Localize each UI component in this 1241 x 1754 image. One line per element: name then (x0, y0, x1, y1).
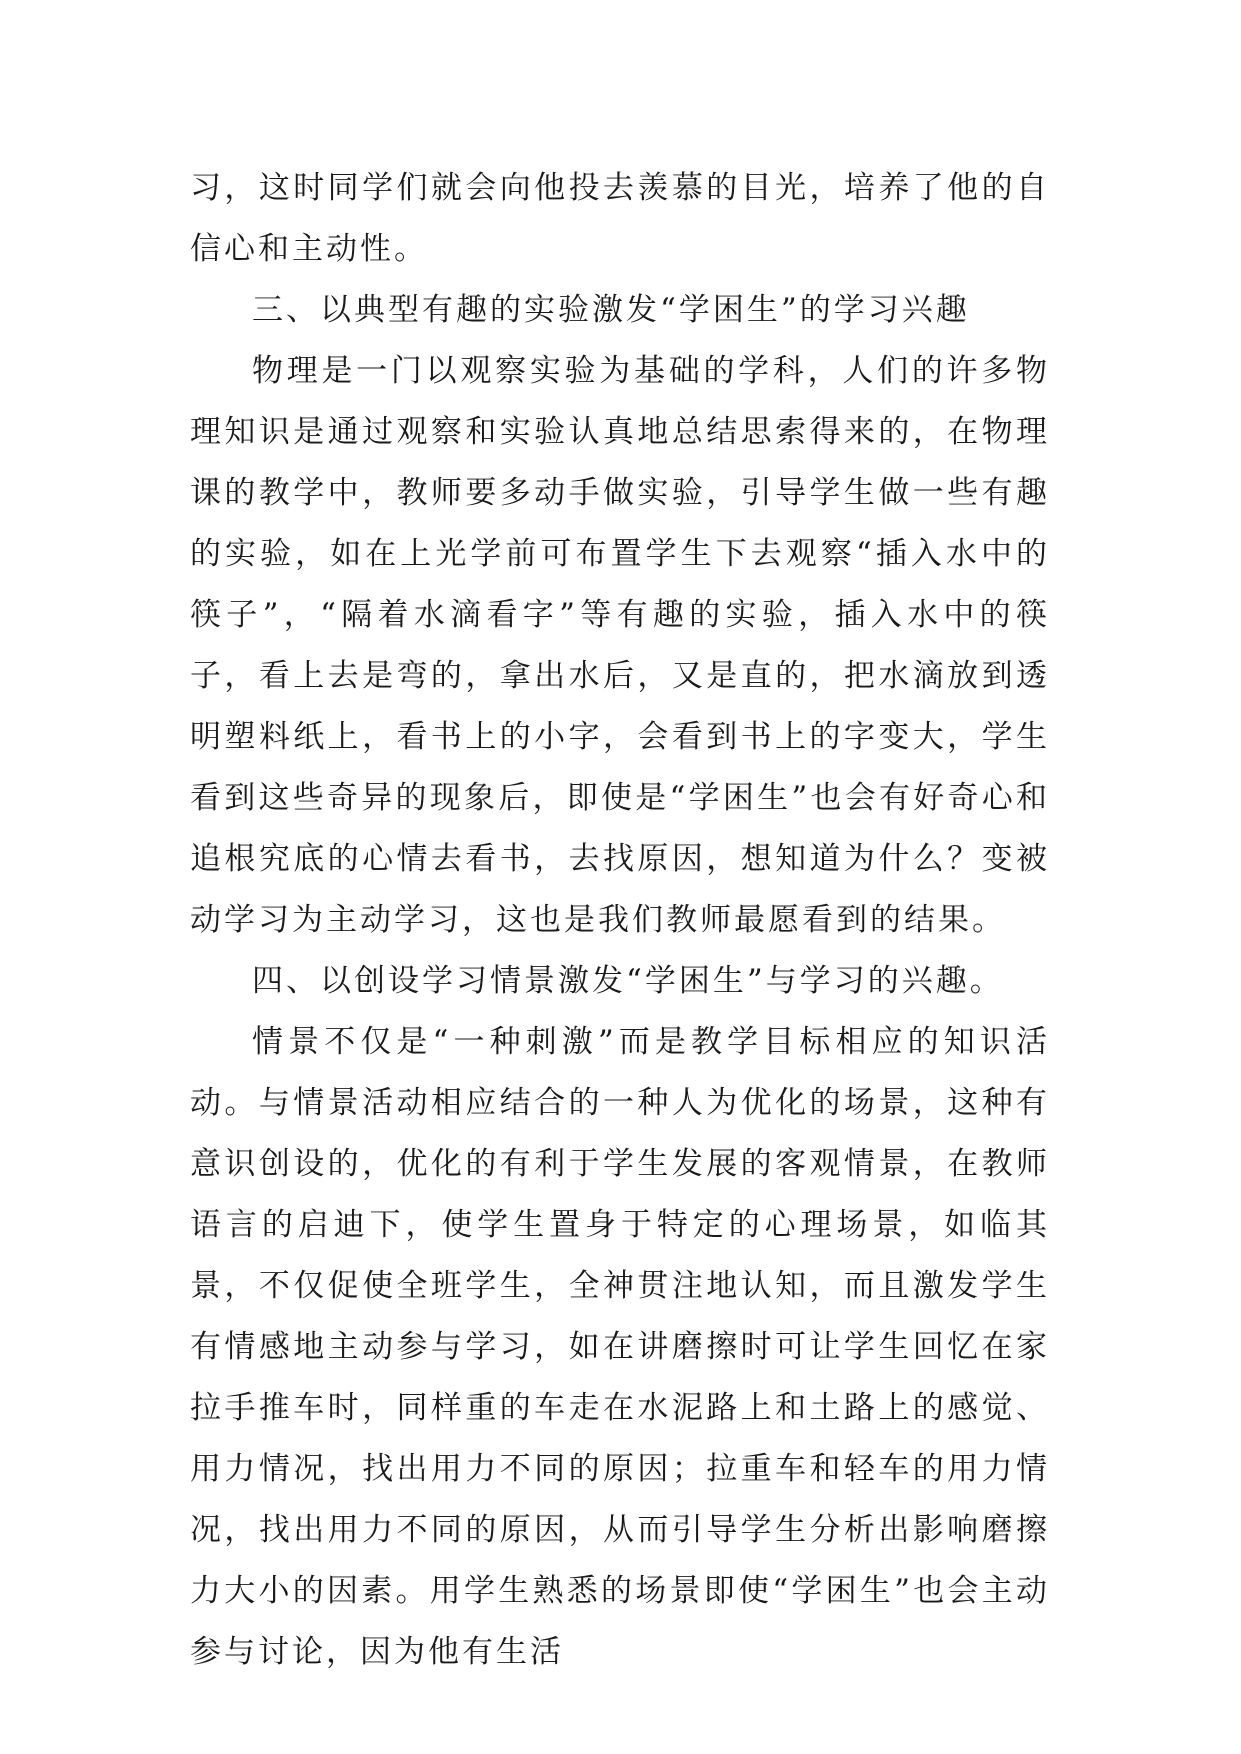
paragraph-continuation: 习，这时同学们就会向他投去羡慕的目光，培养了他的自信心和主动性。 (190, 170, 1050, 267)
document-body (190, 158, 1050, 1683)
paragraph-scenarios: 情景不仅是“一种刺激”而是教学目标相应的知识活动。与情景活动相应结合的一种人为优化的场景，这种有意识创设的，优化的有利于学生发展的客观情景，在教师语言的启迪下，使学生置身于特定的心理场景，如临其景，不仅促使全班学生，全神贯注地认知，而且激发学生有情感地主动参与学习，如在讲磨擦时可让学生回忆在家拉手推车时，同样重的车走在水泥路上和土路上的感觉、用力情况，找出用力不同的原因；拉重车和轻车的用力情况，找出用力不同的原因，从而引导学生分析出影响磨擦力大小的因素。用学生熟悉的场景即使“学困生”也会主动参与讨论，因为他有生活 (190, 1024, 1050, 1670)
section-heading-three: 三、以典型有趣的实验激发“学困生”的学习兴趣 (252, 292, 970, 328)
section-heading-four: 四、以创设学习情景激发“学困生”与学习的兴趣。 (252, 963, 1004, 999)
paragraph-experiments: 物理是一门以观察实验为基础的学科，人们的许多物理知识是通过观察和实验认真地总结思索得来的，在物理课的教学中，教师要多动手做实验，引导学生做一些有趣的实验，如在上光学前可布置学生下去观察“插入水中的筷子”，“隔着水滴看字”等有趣的实验，插入水中的筷子，看上去是弯的，拿出水后，又是直的，把水滴放到透明塑料纸上，看书上的小字，会看到书上的字变大，学生看到这些奇异的现象后，即使是“学困生”也会有好奇心和追根究底的心情去看书，去找原因，想知道为什么？变被动学习为主动学习，这也是我们教师最愿看到的结果。 (190, 353, 1050, 938)
